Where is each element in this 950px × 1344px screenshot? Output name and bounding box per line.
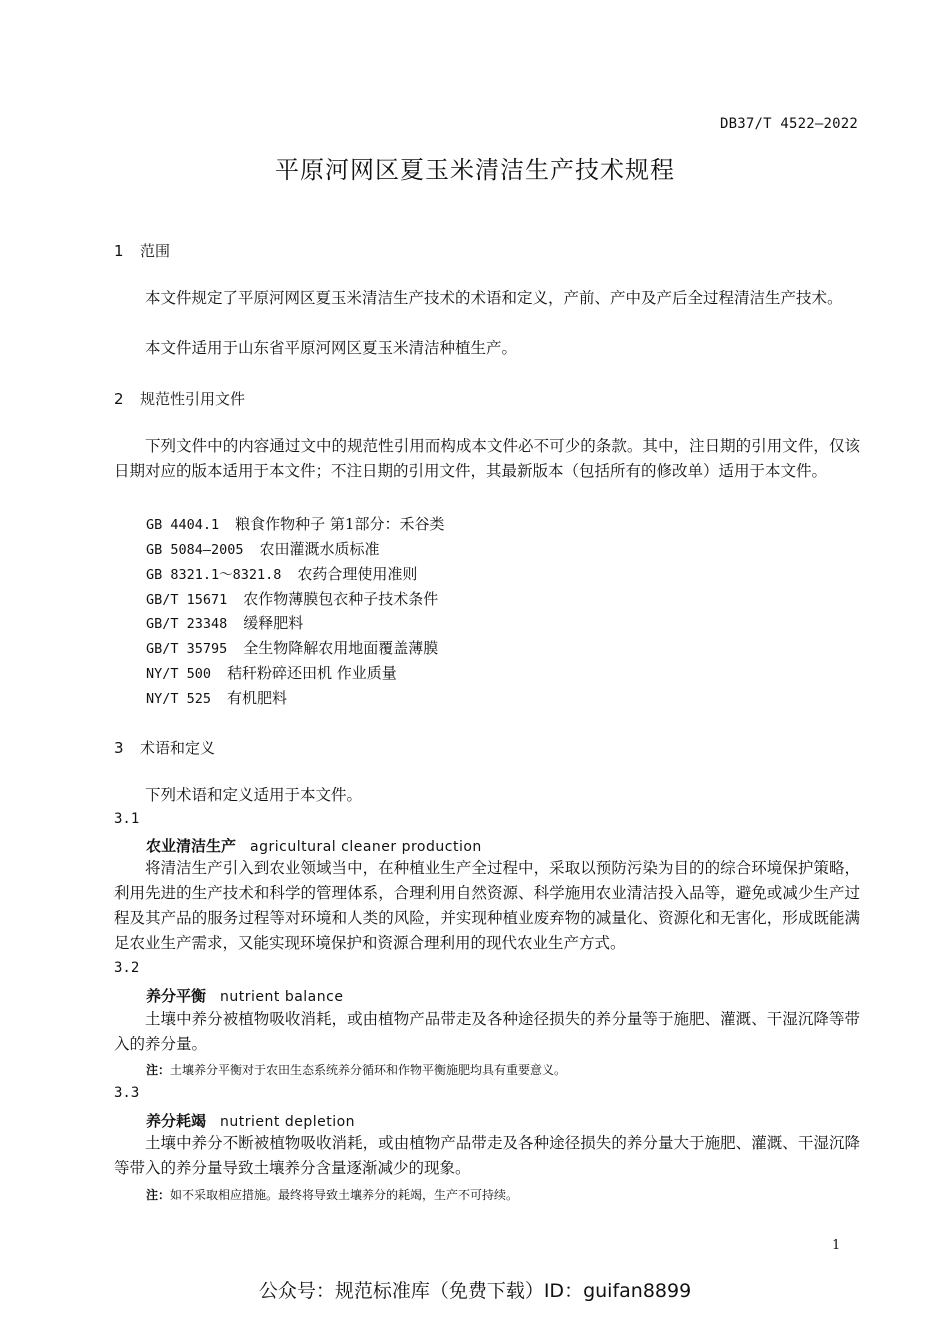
term-en: agricultural cleaner production <box>250 839 482 855</box>
section-number: 1 <box>114 242 124 260</box>
reference-item <box>146 563 417 584</box>
reference-code: GB/T 15671 <box>146 592 228 608</box>
footer-watermark: 公众号：规范标准库（免费下载）ID：guifan8899 <box>258 1280 692 1302</box>
section-number: 3 <box>114 739 124 757</box>
note-text: 土壤养分平衡对于农田生态系统养分循环和作物平衡施肥均具有重要意义。 <box>170 1063 567 1077</box>
reference-name: 农作物薄膜包衣种子技术条件 <box>243 590 439 608</box>
term-definition: 土壤中养分不断被植物吸收消耗，或由植物产品带走及各种途径损失的养分量大于施肥、灌溉、干湿沉降等带入的养分量导致土壤养分含量逐渐减少的现象。 <box>114 1134 860 1177</box>
reference-code: GB 5084—2005 <box>146 542 244 558</box>
term-definition: 土壤中养分被植物吸收消耗，或由植物产品带走及各种途径损失的养分量等于施肥、灌溉、干湿沉降等带入的养分量。 <box>114 1010 860 1053</box>
section-2-heading <box>114 388 245 409</box>
term-en: nutrient balance <box>220 989 344 1005</box>
reference-item <box>146 538 380 559</box>
section-number: 2 <box>114 390 124 408</box>
term-note <box>146 1186 518 1203</box>
term-en: nutrient depletion <box>220 1114 356 1130</box>
reference-item <box>146 662 397 683</box>
paragraph: 本文件适用于山东省平原河网区夏玉米清洁种植生产。 <box>145 339 518 357</box>
section-title: 范围 <box>140 242 171 260</box>
page-number: 1 <box>832 1238 841 1253</box>
reference-item <box>146 687 287 708</box>
reference-item <box>146 513 444 534</box>
term-number: 3.1 <box>114 811 140 827</box>
note-label: 注： <box>146 1063 171 1077</box>
reference-name: 农药合理使用准则 <box>297 565 418 583</box>
term-definition: 将清洁生产引入到农业领域当中，在种植业生产全过程中，采取以预防污染为目的的综合环境保护策略，利用先进的生产技术和科学的管理体系，合理利用自然资源、科学施用农业清洁投入品等，避免或减少生产过程及其产品的服务过程等对环境和人类的风险，并实现种植业废弃物的减量化、资源化和无害化，形成既能满足农业生产需求，又能实现环境保护和资源合理利用的现代农业生产方式。 <box>114 859 860 952</box>
reference-code: GB 4404.1 <box>146 517 220 533</box>
reference-item <box>146 637 438 658</box>
term-zh: 养分耗竭 <box>146 1112 207 1130</box>
note-text: 如不采取相应措施。最终将导致土壤养分的耗竭，生产不可持续。 <box>170 1188 519 1202</box>
reference-code: NY/T 525 <box>146 691 212 707</box>
reference-item <box>146 612 303 633</box>
reference-name: 缓释肥料 <box>243 614 304 632</box>
reference-item <box>146 588 438 609</box>
reference-code: GB 8321.1～8321.8 <box>146 567 282 583</box>
term-zh: 养分平衡 <box>146 987 207 1005</box>
section-title: 术语和定义 <box>140 739 216 757</box>
term-heading <box>146 835 482 856</box>
standard-code: DB37/T 4522—2022 <box>719 116 858 132</box>
section-title: 规范性引用文件 <box>140 390 246 408</box>
term-note <box>146 1061 566 1078</box>
reference-code: GB/T 35795 <box>146 641 228 657</box>
term-number: 3.3 <box>114 1085 140 1101</box>
reference-name: 农田灌溉水质标准 <box>259 540 380 558</box>
reference-name: 全生物降解农用地面覆盖薄膜 <box>243 639 439 657</box>
section-3-heading <box>114 737 215 758</box>
paragraph: 下列文件中的内容通过文中的规范性引用而构成本文件必不可少的条款。其中，注日期的引用文件，仅该日期对应的版本适用于本文件；不注日期的引用文件，其最新版本（包括所有的修改单）适用于本文件。 <box>114 437 860 480</box>
section-1-heading <box>114 240 170 261</box>
reference-name: 粮食作物种子 第1部分：禾谷类 <box>235 515 445 533</box>
reference-code: GB/T 23348 <box>146 616 228 632</box>
term-heading <box>146 985 343 1006</box>
reference-name: 秸秆粉碎还田机 作业质量 <box>227 664 397 682</box>
document-title: 平原河网区夏玉米清洁生产技术规程 <box>275 156 675 184</box>
term-heading <box>146 1110 355 1131</box>
reference-name: 有机肥料 <box>227 689 288 707</box>
term-zh: 农业清洁生产 <box>146 837 237 855</box>
paragraph: 本文件规定了平原河网区夏玉米清洁生产技术的术语和定义，产前、产中及产后全过程清洁生产技术。 <box>145 289 843 307</box>
paragraph: 下列术语和定义适用于本文件。 <box>145 786 363 804</box>
note-label: 注： <box>146 1188 171 1202</box>
term-number: 3.2 <box>114 960 140 976</box>
reference-code: NY/T 500 <box>146 666 212 682</box>
